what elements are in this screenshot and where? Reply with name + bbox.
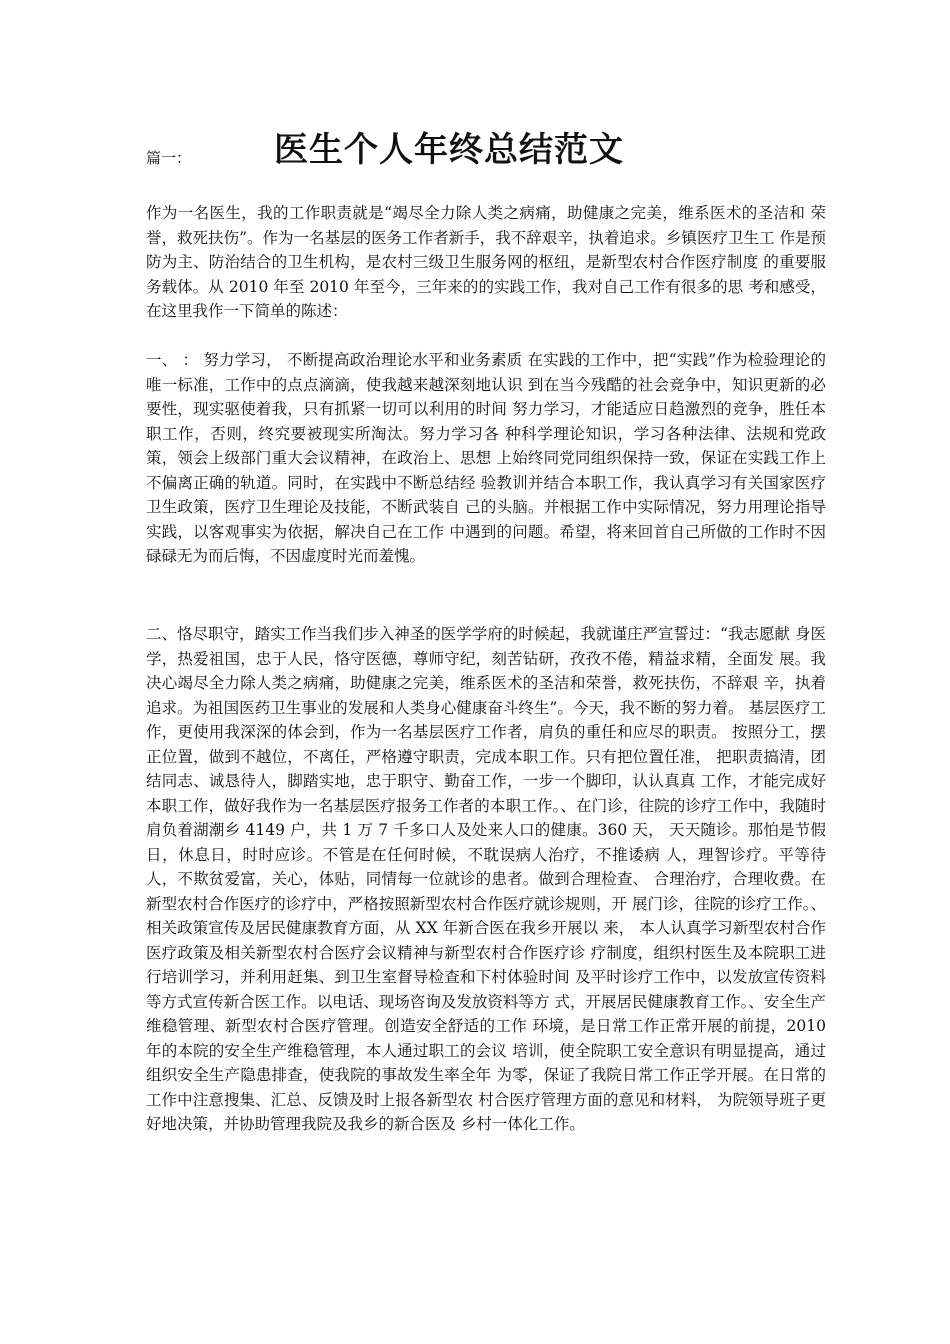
paragraph-section-1: 一、 ： 努力学习， 不断提高政治理论水平和业务素质 在实践的工作中，把“实践”作为检验理论的唯一标准，工作中的点点滴滴，使我越来越深刻地认识 到在当今残酷的社会竞争中，知识更新的必要性，现实驱使着我，只有抓紧一切可以利用的时间 努力学习，才能适应日趋激烈的竞争，胜任本职工作，否则，终究要被现实所淘汰。努力学习各 种科学理论知识，学习各种法律、法规和党政策，领会上级部门重大会议精神，在政治上、思想 上始终同党同组织保持一致，保证在实践工作上不偏离正确的轨道。同时，在实践中不断总结经 验教训并结合本职工作，我认真学习有关国家医疗卫生政策，医疗卫生理论及技能，不断武装自 己的头脑。并根据工作中实际情况，努力用理论指导实践，以客观事实为依据，解决自己在工作 中遇到的问题。希望，将来回首自己所做的工作时不因碌碌无为而后悔，不因虚度时光而羞愧。 — [146, 351, 826, 565]
paragraph-intro: 作为一名医生，我的工作职责就是“竭尽全力除人类之病痛，助健康之完美，维系医术的圣洁和 荣誉，救死扶伤”。作为一名基层的医务工作者新手，我不辞艰辛，执着追求。乡镇医疗卫生工 作是预防为主、防治结合的卫生机构，是农村三级卫生服务网的枢纽，是新型农村合作医疗制度 的重要服务载体。从 2010 年至 2010 年至今，三年来的的实践工作，我对自己工作有很多的思 考和感受， 在这里我作一下简单的陈述： — [146, 204, 826, 320]
title-row — [146, 128, 826, 178]
paragraph-section-2: 二、恪尽职守，踏实工作当我们步入神圣的医学学府的时候起，我就谨庄严宣誓过：“我志愿献 身医学，热爱祖国，忠于人民，恪守医德，尊师守纪，刻苦钻研，孜孜不倦，精益求精，全面发 展。我决心竭尽全力除人类之病痛，助健康之完美，维系医术的圣洁和荣誉，救死扶伤，不辞艰 辛，执着追求。为祖国医药卫生事业的发展和人类身心健康奋斗终生”。今天，我不断的努力着。 基层医疗工作，更使用我深深的体会到，作为一名基层医疗工作者，肩负的重任和应尽的职责。 按照分工，摆正位置，做到不越位，不离任，严格遵守职责，完成本职工作。只有把位置任准， 把职责搞清，团结同志、诚恳待人，脚踏实地，忠于职守、勤奋工作，一步一个脚印，认认真真 工作，才能完成好本职工作，做好我作为一名基层医疗报务工作者的本职工作。、在门诊，往院的诊疗工作中，我随时肩负着湖潮乡 4149 户，共 1 万 7 千多口人及处来人口的健康。360 天， 天天随诊。那怕是节假日，休息日，时时应诊。不管是在任何时候，不耽误病人治疗，不推诿病 人，理智诊疗。平等待人，不欺贫爱富，关心，体贴，同情每一位就诊的患者。做到合理检查、 合理治疗，合理收费。在新型农村合作医疗的诊疗中，严格按照新型农村合作医疗就诊规则，开 展门诊，往院的诊疗工作。、相关政策宣传及居民健康教育方面，从 XX 年新合医在我乡开展以 来， 本人认真学习新型农村合作医疗政策及相关新型农村合医疗会议精神与新型农村合作医疗诊 疗制度，组织村医生及本院职工进行培训学习，并利用赶集、到卫生室督导检查和下村体验时间 及平时诊疗工作中，以发放宣传资料等方式宣传新合医工作。以电话、现场咨询及发放资料等方 式，开展居民健康教育工作。、安全生产维稳管理、新型农村合医疗管理。创造安全舒适的工作 环境，是日常工作正常开展的前提，2010 年的本院的安全生产维稳管理，本人通过职工的会议 培训，使全院职工安全意识有明显提高，通过组织安全生产隐患排查，使我院的事故发生率全年 为零，保证了我院日常工作正学开展。在日常的工作中注意搜集、汇总、反馈及时上报各新型农 村合医疗管理方面的意见和材料， 为院领导班子更好地决策，并协助管理我院及我乡的新合医及 乡村一体化工作。 — [146, 625, 826, 1133]
page-title: 医生个人年终总结范文 — [274, 130, 624, 170]
title-prefix: 篇一： — [146, 149, 192, 167]
